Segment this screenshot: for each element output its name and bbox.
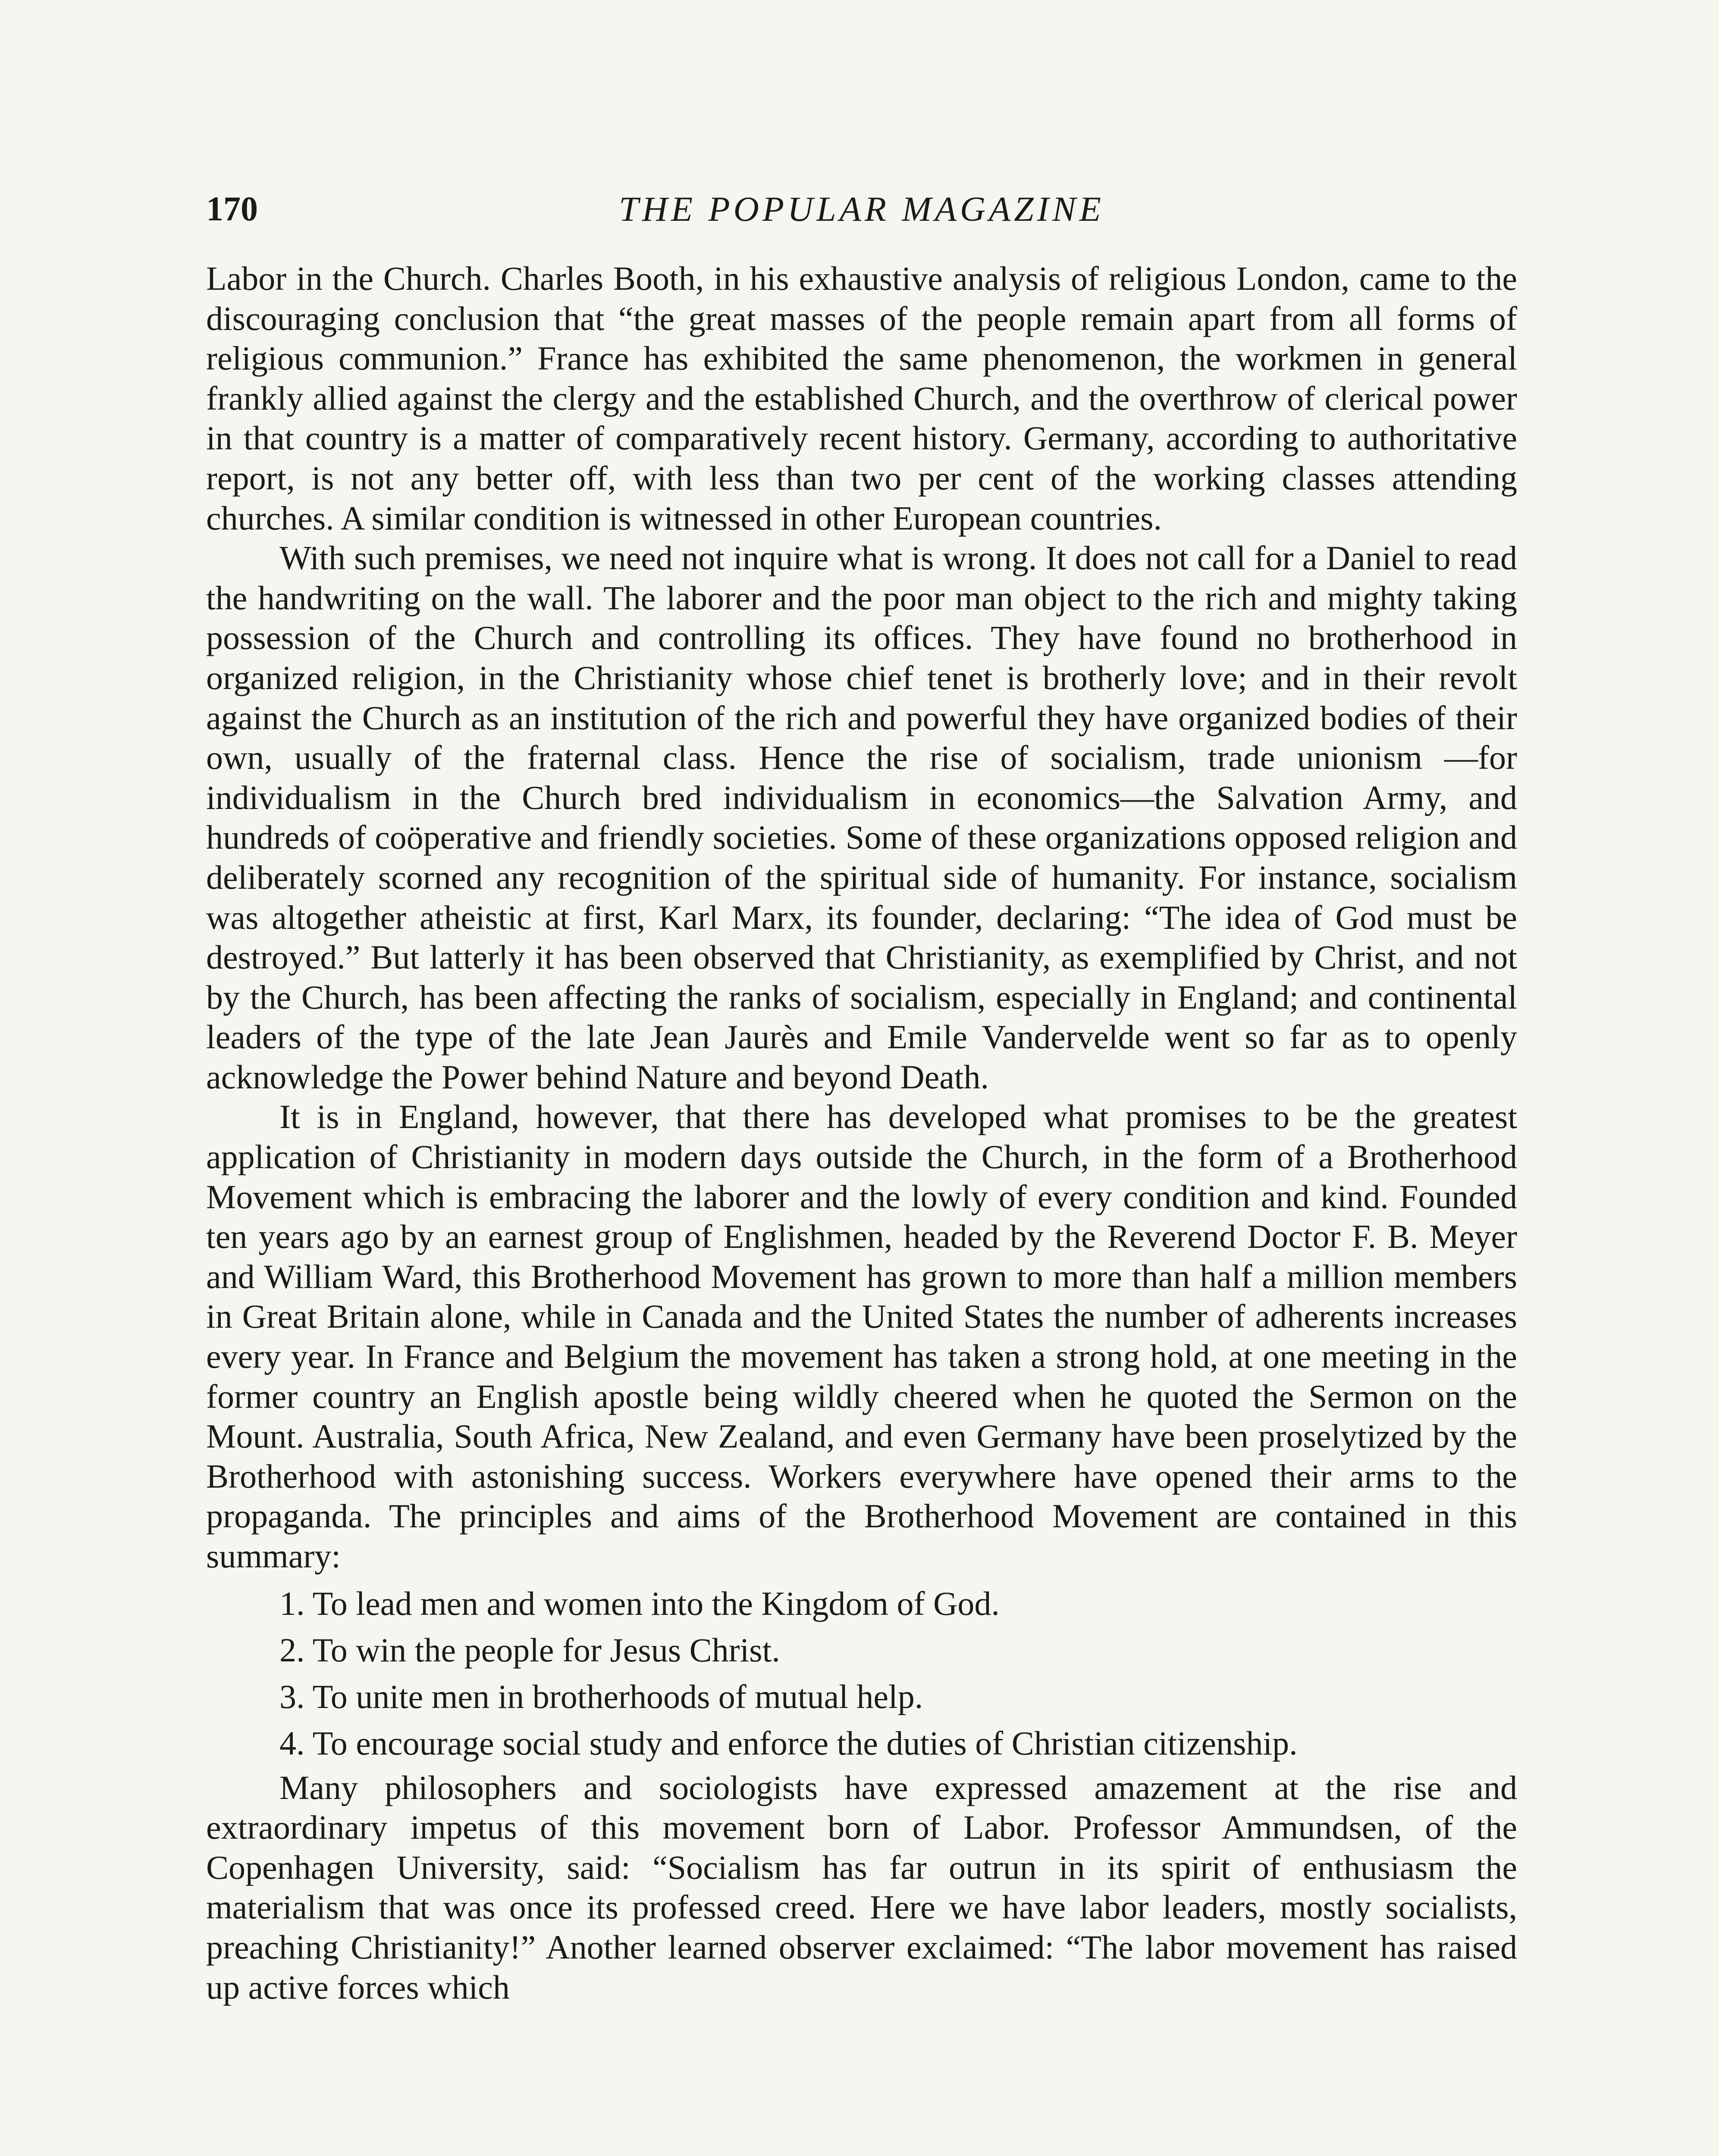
principle-item: 4. To encourage social study and enforce the duties of Christian citizenship. xyxy=(279,1724,1298,1762)
paragraph-england: It is in England, however, that there has developed what promises to be the greatest application of Christianity in modern days outside the Church, in the form of a Brotherhood Movement which is embracing the laborer and the lowly of every condition and kind. Founded ten years ago by an earnest group of Englishmen, headed by the Reverend Doctor F. B. Meyer and William Ward, this Brotherhood Movement has grown to more than half a million members in Great Britain alone, while in Canada and the United States the number of adherents increases every year. In France and Belgium the movement has taken a strong hold, at one meeting in the former country an English apostle being wildly cheered when he quoted the Sermon on the Mount. Australia, South Africa, New Zealand, and even Germany have been proselytized by the Brotherhood with astonishing success. Workers everywhere have opened their arms to the propaganda. The principles and aims of the Brotherhood Movement are contained in this summary: xyxy=(206,1098,1517,1575)
paragraph-philosophers: Many philosophers and sociologists have expressed amazement at the rise and extraordinary impetus of this movement born of Labor. Professor Ammundsen, of the Copenhagen University, said: “Socialism has far outrun in its spirit of enthusiasm the materialism that was once its professed creed. Here we have labor leaders, mostly socialists, preaching Christianity!” Another learned observer exclaimed: “The labor movement has raised up active forces which xyxy=(206,1768,1517,2006)
page-header xyxy=(206,181,1517,237)
page-number: 170 xyxy=(206,190,258,228)
principle-item: 2. To win the people for Jesus Christ. xyxy=(279,1631,780,1669)
principle-item: 3. To unite men in brotherhoods of mutual help. xyxy=(279,1677,923,1715)
paragraph-continued: Labor in the Church. Charles Booth, in his exhaustive analysis of religious London, came to the discouraging conclusion that “the great masses of the people remain apart from all forms of religious communion.” France has exhibited the same phenomenon, the workmen in general frankly allied against the clergy and the established Church, and the overthrow of clerical power in that country is a matter of comparatively recent history. Germany, according to authoritative report, is not any better off, with less than two per cent of the working classes attending churches. A similar condition is witnessed in other European countries. xyxy=(206,260,1517,537)
principle-item: 1. To lead men and women into the Kingdom of God. xyxy=(279,1584,1000,1622)
article-body xyxy=(206,259,1517,2007)
running-title: THE POPULAR MAGAZINE xyxy=(619,189,1104,229)
paragraph-daniel: With such premises, we need not inquire what is wrong. It does not call for a Daniel to read the handwriting on the wall. The laborer and the poor man object to the rich and mighty taking possession of the Church and controlling its offices. They have found no brotherhood in organized religion, in the Christianity whose chief tenet is brotherly love; and in their revolt against the Church as an institution of the rich and powerful they have organized bodies of their own, usually of the fraternal class. Hence the rise of socialism, trade unionism —for individualism in the Church bred individualism in economics—the Salvation Army, and hundreds of coöperative and friendly societies. Some of these organizations opposed religion and deliberately scorned any recognition of the spiritual side of humanity. For instance, socialism was altogether atheistic at first, Karl Marx, its founder, declaring: “The idea of God must be destroyed.” But latterly it has been observed that Christianity, as exemplified by Christ, and not by the Church, has been affecting the ranks of socialism, especially in England; and continental leaders of the type of the late Jean Jaurès and Emile Vandervelde went so far as to openly acknowledge the Power behind Nature and beyond Death. xyxy=(206,539,1517,1096)
principles-list xyxy=(206,1584,1517,1763)
